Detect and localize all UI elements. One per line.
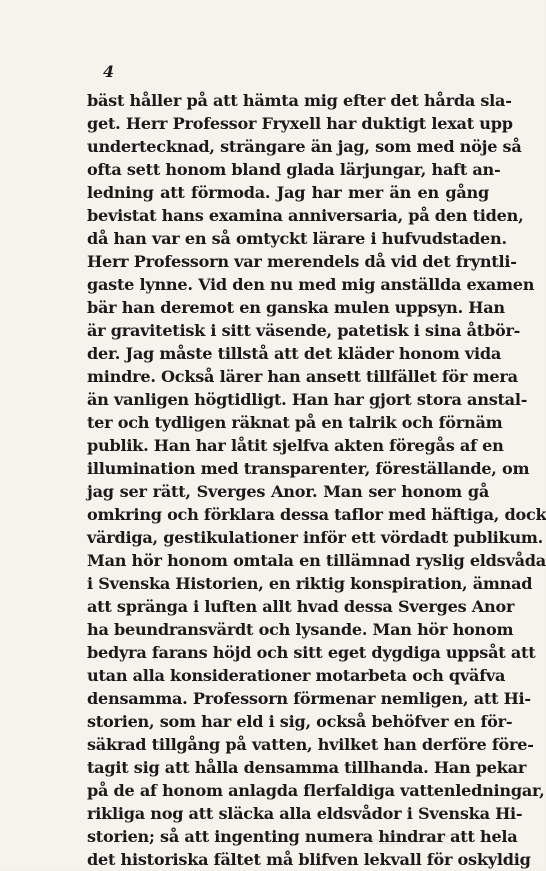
text-line: ofta sett honom bland glada lärjungar, haft an- — [87, 160, 501, 179]
text-line: illumination med transparenter, föreställande, om — [87, 459, 530, 478]
text-line: omkring och förklara dessa taflor med häftiga, dock — [87, 505, 546, 524]
text-line: att spränga i luften allt hvad dessa Sverges Anor — [87, 597, 515, 616]
text-line: rikliga nog att släcka alla eldsvådor i Svenska Hi- — [87, 804, 523, 823]
page-number: 4 — [103, 62, 115, 81]
text-line: i Svenska Historien, en riktig konspiration, ämnad — [87, 574, 533, 593]
text-line: det historiska fältet må blifven lekvall för oskyldig — [87, 850, 531, 869]
text-line: bevistat hans examina anniversaria, på den tiden, — [87, 206, 524, 225]
text-line: Herr Professorn var merendels då vid det fryntli- — [87, 252, 517, 271]
text-line: värdiga, gestikulationer inför ett vördadt publikum. — [87, 528, 544, 547]
text-line: undertecknad, strängare än jag, som med nöje så — [87, 137, 522, 156]
text-line: jag ser rätt, Sverges Anor. Man ser honom gå — [87, 482, 489, 501]
text-line: då han var en så omtyckt lärare i hufvudstaden. — [87, 229, 507, 248]
text-line: gaste lynne. Vid den nu med mig anställda examen — [87, 275, 535, 294]
text-line: är gravitetisk i sitt väsende, patetisk i sina åtbör- — [87, 321, 521, 340]
text-line: än vanligen högtidligt. Han har gjort stora anstal- — [87, 390, 528, 409]
text-line: ter och tydligen räknat på en talrik och förnäm — [87, 413, 503, 432]
text-line: densamma. Professorn förmenar nemligen, att Hi- — [87, 689, 531, 708]
text-line: ha beundransvärdt och lysande. Man hör honom — [87, 620, 514, 639]
text-line: tagit sig att hålla densamma tillhanda. Han pekar — [87, 758, 527, 777]
text-line: publik. Han har låtit sjelfva akten föregås af en — [87, 436, 504, 455]
text-line: Man hör honom omtala en tillämnad ryslig eldsvåda — [87, 551, 546, 570]
text-line: utan alla konsiderationer motarbeta och qväfva — [87, 666, 506, 685]
text-line: storien; så att ingenting numera hindrar att hela — [87, 827, 518, 846]
text-line: bäst håller på att hämta mig efter det hårda sla- — [87, 91, 512, 110]
body-text — [87, 89, 546, 871]
text-line: get. Herr Professor Fryxell har duktigt lexat upp — [87, 114, 513, 133]
text-line: mindre. Också lärer han ansett tillfället för mera — [87, 367, 518, 386]
text-line: bedyra farans höjd och sitt eget dygdiga uppsåt att — [87, 643, 536, 662]
text-line: bär han deremot en ganska mulen uppsyn. Han — [87, 298, 505, 317]
text-line: der. Jag måste tillstå att det kläder honom vida — [87, 344, 502, 363]
text-line: på de af honom anlagda flerfaldiga vattenledningar, — [87, 781, 545, 800]
text-line: ledning att förmoda. Jag har mer än en gång — [87, 183, 489, 202]
text-line: storien, som har eld i sig, också behöfver en för- — [87, 712, 513, 731]
library-stamp-mark — [352, 826, 472, 850]
text-line: säkrad tillgång på vatten, hvilket han derföre före- — [87, 735, 534, 754]
